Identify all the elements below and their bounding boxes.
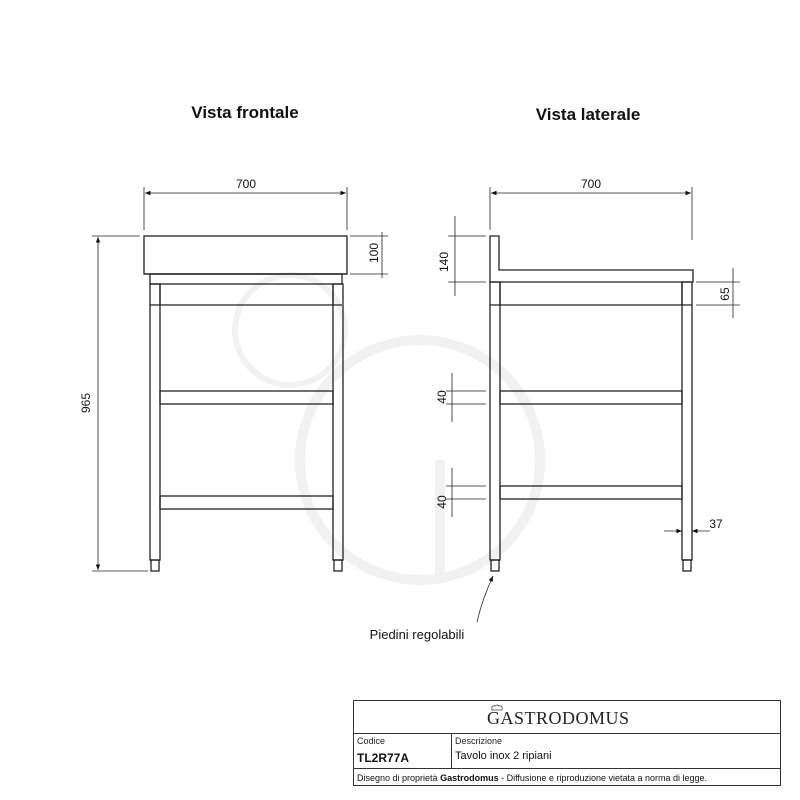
side-backsplash-dimension [448,216,486,296]
codice-value: TL2R77A [357,751,410,765]
notice-prefix: Disegno di proprietà [357,773,441,783]
title-block [353,700,781,786]
side-leg-dimension [664,525,710,552]
watermark-logo [235,275,540,580]
brand-logo-text: GASTRODOMUS [487,708,630,728]
side-depth-dimension [490,187,692,240]
front-height-label: 965 [79,392,93,414]
feet-note: Piedini regolabili [369,627,465,642]
front-width-label: 700 [235,177,257,191]
side-shelf2-dimension [446,468,486,517]
side-shelf1-label: 40 [435,390,449,404]
title-block-logo-row [354,701,780,734]
codice-label: Codice [357,736,386,746]
ownership-notice [357,773,707,783]
front-height-dimension [92,236,148,571]
side-leg-label: 37 [709,517,723,531]
side-shelf2-label: 40 [435,495,449,509]
side-view-title: Vista laterale [535,105,641,124]
side-depth-label: 700 [580,177,602,191]
notice-suffix: - Diffusione e riproduzione vietata a norma di legge. [498,773,708,783]
front-view-title: Vista frontale [191,103,299,122]
title-block-info-row [354,734,780,769]
side-backsplash-label: 140 [437,251,451,273]
feet-leader [477,576,493,622]
side-shelf1-dimension [446,373,486,422]
descrizione-label: Descrizione [455,736,503,746]
descrizione-cell [452,734,780,768]
codice-cell [354,734,452,768]
front-width-dimension [144,187,347,230]
notice-brand: Gastrodomus [440,773,499,783]
descrizione-value: Tavolo inox 2 ripiani [455,750,552,762]
front-backsplash-label: 100 [367,242,381,264]
side-top-label: 65 [718,287,732,301]
